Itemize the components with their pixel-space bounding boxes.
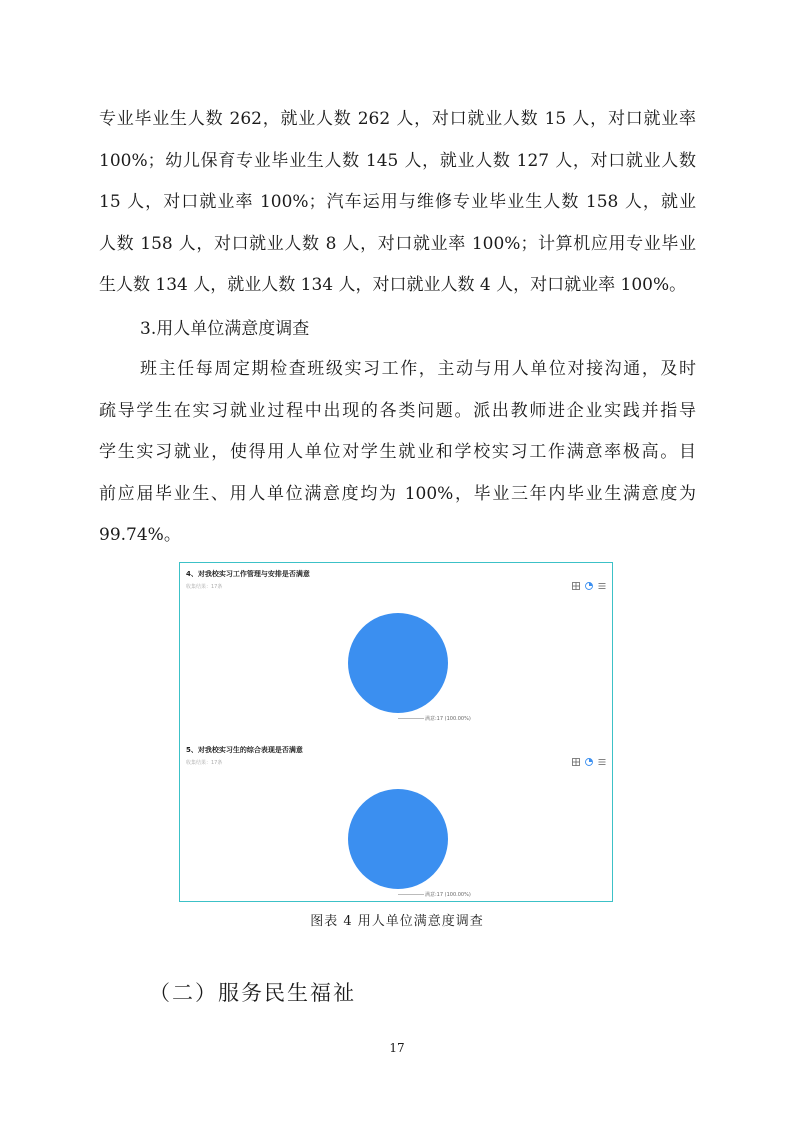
pie-view-icon[interactable] xyxy=(585,758,593,766)
pie-slice-satisfied xyxy=(348,613,448,713)
pie-slice-label: 满意:17 (100.00%) xyxy=(425,716,471,722)
text-line: 100%；幼儿保育专业毕业生人数 145 人，就业人数 127 人，对口就业人数 xyxy=(99,150,696,171)
question-subtitle: 收集结果：17条 xyxy=(186,760,223,766)
text-line: 15 人，对口就业率 100%；汽车运用与维修专业毕业生人数 158 人，就业 xyxy=(99,192,696,212)
figure-caption: 图表 4 用人单位满意度调查 xyxy=(310,914,484,929)
leader-line xyxy=(398,718,424,719)
text-line: 专业毕业生人数 262，就业人数 262 人，对口就业人数 15 人，对口就业率 xyxy=(99,109,696,129)
pie-chart-q4 xyxy=(348,613,448,713)
text-line: 生人数 134 人，就业人数 134 人，对口就业人数 4 人，对口就业率 100%。 xyxy=(99,275,687,295)
subsection-heading: 3.用人单位满意度调查 xyxy=(140,319,310,339)
table-view-icon[interactable] xyxy=(572,582,580,590)
chart-toolbar xyxy=(572,582,606,590)
question-title: 4、对我校实习工作管理与安排是否满意 xyxy=(186,570,310,578)
pie-view-icon[interactable] xyxy=(585,582,593,590)
text-line: 学生实习就业，使得用人单位对学生就业和学校实习工作满意率极高。目 xyxy=(99,442,696,462)
list-view-icon[interactable] xyxy=(598,582,606,590)
pie-chart-q5 xyxy=(348,789,448,889)
pie-slice-label: 满意:17 (100.00%) xyxy=(425,892,471,898)
question-subtitle: 收集结果：17条 xyxy=(186,584,223,590)
text-line: 前应届毕业生、用人单位满意度均为 100%，毕业三年内毕业生满意度为 xyxy=(99,483,696,504)
text-line: 人数 158 人，对口就业人数 8 人，对口就业率 100%；计算机应用专业毕业 xyxy=(99,233,696,254)
section-heading: （二）服务民生福祉 xyxy=(149,981,356,1005)
text-line: 疏导学生在实习就业过程中出现的各类问题。派出教师进企业实践并指导 xyxy=(99,400,696,421)
text-line: 班主任每周定期检查班级实习工作，主动与用人单位对接沟通，及时 xyxy=(140,359,696,379)
list-view-icon[interactable] xyxy=(598,758,606,766)
page-number: 17 xyxy=(389,1041,405,1055)
table-view-icon[interactable] xyxy=(572,758,580,766)
pie-slice-satisfied xyxy=(348,789,448,889)
paragraph-satisfaction xyxy=(99,349,696,557)
chart-toolbar xyxy=(572,758,606,766)
text-line: 99.74%。 xyxy=(99,525,181,545)
survey-figure xyxy=(179,562,613,902)
question-title: 5、对我校实习生的综合表现是否满意 xyxy=(186,746,303,754)
paragraph-employment-stats xyxy=(99,99,696,307)
leader-line xyxy=(398,894,424,895)
